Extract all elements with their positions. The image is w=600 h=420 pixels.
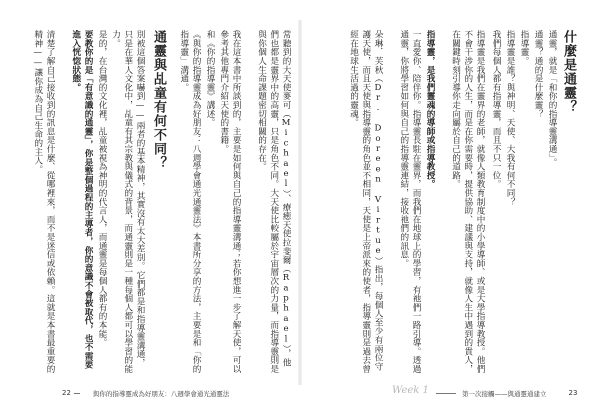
right-footer-rule xyxy=(436,393,456,394)
body-paragraph-1: 指導靈是我們在靈界的老師，就像人類教育制度中的小學導師、或是大學指導教授。他們不會干涉你的人生，而是在你需要時，提供協助、建議與支持，就像人生中遇到的貴人，在關鍵時刻引導你走向屬於自己的道路。 xyxy=(450,30,485,374)
left-page-number: 22 xyxy=(62,389,71,397)
body-paragraph-3: 朵琳．芙秋（Dr. Doreen Virtue）指出，每個人至少有兩位守護天使，而且天使與指導靈的角色並不相同，天使是上帝派來的使者，指導靈則是過去曾經在地球生活過的靈魂。 xyxy=(348,30,383,374)
right-footer xyxy=(462,388,592,398)
right-running-title: 第一次接觸——與通靈通建立 xyxy=(462,389,547,398)
dialog-line-4: 指導靈是誰？與神明、天使、大我有何不同？ xyxy=(505,30,515,206)
week-mark: Week 1 xyxy=(392,385,429,396)
right-page xyxy=(300,0,600,420)
emphasis-line-1: 指導靈，是我們靈魂的導師或指導教授。 xyxy=(425,30,435,189)
body-paragraph-10: 清楚了解自己接收到的訊息是什麼、從哪裡來，而不是迷信或依賴。這就是本書最重要的精神——讓你成為自己生命的主人。 xyxy=(32,30,55,374)
body-paragraph-5: 我在這本書中所談到的，主要是如何與自己的指導靈溝通；若你想進一步了解天使，可以參考其他專門介紹天使的書籍。 xyxy=(218,30,241,374)
body-paragraph-6: 和《你的指導靈》講述。 xyxy=(205,30,215,127)
page-title: 什麼是通靈？ xyxy=(561,30,576,114)
dialog-line-1: 通靈，就是「和你的指導靈溝通」。 xyxy=(547,30,557,167)
left-footer-rule xyxy=(74,393,80,394)
body-paragraph-8: 別被這個答案嚇到——兩者的基本精神，其實沒有太大差別。它們都是和指導靈溝通，只是在華人文化中，乩童有其宗教與儀式的背景，而通靈則是一種每個人都可以學習的能力。 xyxy=(110,30,145,374)
right-page-number: 23 xyxy=(568,389,578,397)
emphasis-paragraph: 要教你的是「有意識的通靈」，你是整個過程的主導者，你的意識不會被取代，也不需要進入恍惚狀態。 xyxy=(70,30,93,369)
body-paragraph-2: 一直愛你、陪伴你。指導靈長駐在靈界，而我們在地球上的學習，有祂們一路引導。透過通靈，你將學習如何與自己的指導靈連結，接收祂們的訊息。 xyxy=(398,30,421,374)
body-paragraph-7: 《與你的指導靈成為好朋友：八週學會通光通靈法》本書所分享的方法，主要是和「你的指導靈」溝通。 xyxy=(178,30,201,374)
body-paragraph-9: 是的，在台灣的文化裡，乩童被視為神明的代言人，而通靈是每個人都有的本能。 xyxy=(97,30,107,347)
left-footer xyxy=(62,388,282,398)
dialog-line-5: 我們每個人都有指導靈，而且不只一位。 xyxy=(491,30,501,189)
dialog-line-2: 通靈？通的是什麼靈？ xyxy=(533,30,543,118)
body-paragraph-4: 常聽到的大天使麥可（Michael）、療癒天使拉斐爾（Raphael），他們也都是靈界中的高靈，只是角色不同。大天使比較屬於宇宙層次的力量，而指導靈則是與你個人生命課題密切相關的存在。 xyxy=(256,30,291,374)
left-running-title: 與你的指導靈成為好朋友：八週學會通光通靈法 xyxy=(92,389,230,398)
dialog-line-3: 指導靈。 xyxy=(519,30,529,66)
section-heading: 通靈與乩童有何不同？ xyxy=(151,30,166,170)
